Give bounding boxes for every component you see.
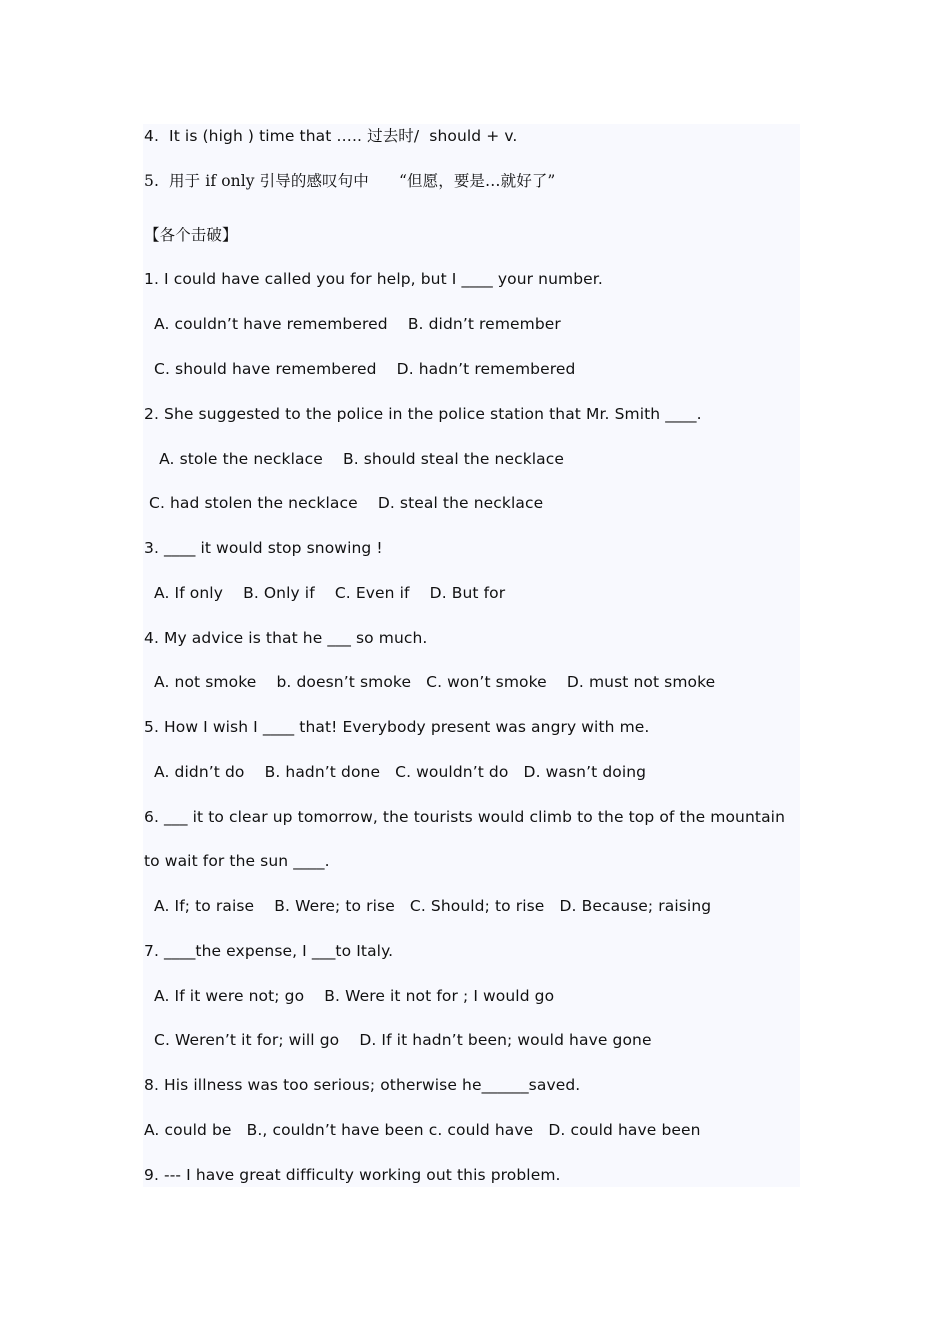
question-options: C. had stolen the necklace D. steal the necklace <box>144 494 544 512</box>
note-line-5: 5. 用于 if only 引导的感叹句中 “但愿，要是…就好了” <box>144 172 556 190</box>
question-stem: 5. How I wish I ____ that! Everybody present was angry with me. <box>144 718 650 736</box>
question-options: A. could be B., couldn’t have been c. could have D. could have been <box>144 1121 701 1139</box>
question-stem: 4. My advice is that he ___ so much. <box>144 629 428 647</box>
question-options: A. didn’t do B. hadn’t done C. wouldn’t do D. wasn’t doing <box>144 763 647 781</box>
question-options: C. Weren’t it for; will go D. If it hadn’t been; would have gone <box>144 1031 652 1049</box>
question-options: A. If only B. Only if C. Even if D. But for <box>144 584 506 602</box>
note-line-4: 4. It is (high ) time that ….. 过去时/ should + v. <box>144 127 518 145</box>
question-options: A. stole the necklace B. should steal the necklace <box>144 450 565 468</box>
question-options: A. If it were not; go B. Were it not for ; I would go <box>144 987 555 1005</box>
question-options: A. couldn’t have remembered B. didn’t remember <box>144 315 561 333</box>
question-stem: 3. ____ it would stop snowing ! <box>144 539 383 557</box>
question-stem: 7. ____the expense, I ___to Italy. <box>144 942 394 960</box>
question-stem: 2. She suggested to the police in the police station that Mr. Smith ____. <box>144 405 702 423</box>
question-options: A. not smoke b. doesn’t smoke C. won’t smoke D. must not smoke <box>144 673 716 691</box>
question-stem-continued: to wait for the sun ____. <box>144 852 330 870</box>
section-title: 【各个击破】 <box>144 226 238 244</box>
question-stem: 6. ___ it to clear up tomorrow, the tourists would climb to the top of the mountain <box>144 808 786 826</box>
question-stem: 9. --- I have great difficulty working out this problem. <box>144 1166 561 1184</box>
question-stem: 1. I could have called you for help, but I ____ your number. <box>144 270 603 288</box>
question-options: C. should have remembered D. hadn’t remembered <box>144 360 576 378</box>
question-options: A. If; to raise B. Were; to rise C. Should; to rise D. Because; raising <box>144 897 712 915</box>
question-stem: 8. His illness was too serious; otherwise he______saved. <box>144 1076 581 1094</box>
